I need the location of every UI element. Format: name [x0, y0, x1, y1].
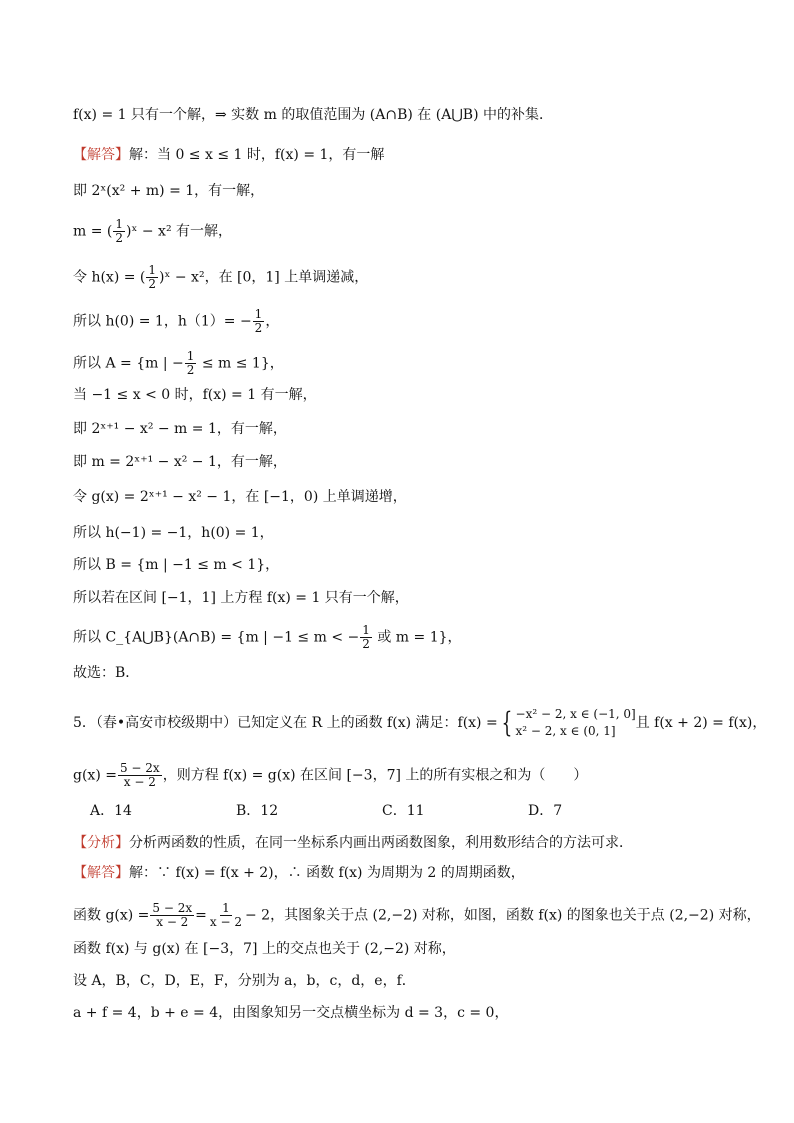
fraction-numerator: 5 − 2x: [152, 901, 193, 915]
solution-line-1: [73, 864, 525, 882]
text-line-3: 即 2ˣ(x² + m) = 1，有一解，: [73, 183, 265, 199]
fraction: [208, 902, 244, 929]
expr-part: ，: [265, 313, 280, 330]
fraction-numerator: 1: [254, 307, 263, 321]
fraction-numerator: 1: [222, 901, 230, 915]
answer-tag: 【解答】: [73, 147, 129, 163]
text-line-1: f(x) = 1 只有一个解，⇒ 实数 m 的取值范围为 (A∩B) 在 (A⋃B) 中的补集．: [73, 107, 554, 123]
text-line-12: 所以 h(−1) = −1，h(0) = 1，: [73, 525, 274, 541]
fraction: [253, 308, 265, 335]
text-line-16: 故选：B．: [73, 665, 140, 681]
fraction: [146, 264, 158, 291]
expr-part: g(x) =: [73, 767, 117, 784]
question-5-gx: [73, 762, 587, 789]
fraction: [185, 350, 197, 377]
solution-line-3: 函数 f(x) 与 g(x) 在 [−3，7] 上的交点也关于 (2,−2) 对称，: [73, 941, 456, 957]
fraction-numerator: 1: [186, 349, 195, 363]
expr-part: − 2，其图象关于点 (2,−2) 对称，如图，函数 f(x) 的图象也关于点 (2,−2) 对称，: [244, 907, 761, 924]
fraction-numerator: 5 − 2x: [119, 761, 160, 775]
solution-line-4: 设 A，B，C，D，E，F，分别为 a，b，c，d，e，f．: [73, 973, 416, 989]
text-line-7: [73, 350, 284, 377]
expr-part: m = (: [73, 223, 113, 240]
expr-part: 所以 h(0) = 1，h（1）= −: [73, 313, 252, 330]
option-b: B．12: [236, 803, 279, 819]
text-line-15: [73, 624, 462, 651]
fraction-denominator: 2: [362, 637, 370, 651]
text-line-13: 所以 B = {m | −1 ≤ m < 1}，: [73, 557, 280, 573]
fraction: [118, 762, 162, 789]
fraction-denominator: x − 2: [209, 915, 242, 929]
brace-icon: {: [501, 706, 512, 739]
solution-line-2: [73, 902, 761, 929]
expr-part: 且 f(x + 2) = f(x)，: [635, 715, 767, 731]
answer-text: 解：∵ f(x) = f(x + 2)，∴ 函数 f(x) 为周期为 2 的周期函数，: [129, 865, 525, 881]
text-line-11: 令 g(x) = 2ˣ⁺¹ − x² − 1，在 [−1，0) 上单调递增，: [73, 489, 407, 505]
expr-part: 所以 A = {m | −: [73, 355, 184, 372]
option-d: D．7: [528, 803, 563, 819]
options-row: [90, 802, 674, 820]
text-line-6: [73, 308, 279, 335]
expr-part: 所以 C_{A⋃B}(A∩B) = {m | −1 ≤ m < −: [73, 629, 360, 646]
answer-tag: 【解答】: [73, 865, 129, 881]
expr-part: )ˣ − x² 有一解，: [126, 223, 232, 240]
fraction: [360, 624, 372, 651]
analysis-tag: 【分析】: [73, 835, 129, 851]
text-line-9: 即 2ˣ⁺¹ − x² − m = 1，有一解，: [73, 421, 287, 437]
fraction-denominator: 2: [186, 363, 195, 377]
expr-part: ，则方程 f(x) = g(x) 在区间 [−3，7] 上的所有实根之和为（ ）: [162, 767, 588, 784]
text-line-10: 即 m = 2ˣ⁺¹ − x² − 1，有一解，: [73, 454, 287, 470]
text-line-5: [73, 264, 368, 291]
question-5-stem: [73, 706, 766, 740]
fraction-numerator: 1: [362, 623, 370, 637]
analysis-line: [73, 834, 633, 852]
text-line-8: 当 −1 ≤ x < 0 时，f(x) = 1 有一解，: [73, 387, 317, 403]
fraction: [150, 902, 194, 929]
expr-part: 函数 g(x) =: [73, 907, 150, 924]
expr-part: ≤ m ≤ 1}，: [197, 355, 284, 372]
fraction: [113, 218, 125, 245]
expr-part: 令 h(x) = (: [73, 269, 146, 286]
analysis-text: 分析两函数的性质，在同一坐标系内画出两函数图象，利用数形结合的方法可求．: [129, 835, 633, 851]
answer-text: 解：当 0 ≤ x ≤ 1 时，f(x) = 1，有一解: [129, 147, 385, 163]
fraction-denominator: 2: [148, 277, 157, 291]
option-c: C．11: [382, 803, 425, 819]
text-line-4: [73, 218, 232, 245]
piecewise-case: −x² − 2, x ∈ (−1, 0]: [515, 707, 636, 721]
piecewise-case: x² − 2, x ∈ (0, 1]: [515, 724, 616, 738]
fraction-numerator: 1: [148, 263, 157, 277]
expr-part: 或 m = 1}，: [372, 629, 462, 646]
fraction-denominator: 2: [254, 321, 263, 335]
fraction-numerator: 1: [115, 217, 124, 231]
text-line-2: [73, 146, 384, 164]
expr-part: )ˣ − x²，在 [0，1] 上单调递减，: [159, 269, 369, 286]
piecewise-cases: [516, 706, 636, 740]
expr-part: 5．（春•高安市校级期中）已知定义在 R 上的函数 f(x) 满足：f(x) =: [73, 715, 498, 731]
expr-part: =: [195, 907, 207, 924]
text-line-14: 所以若在区间 [−1，1] 上方程 f(x) = 1 只有一个解，: [73, 590, 409, 606]
option-a: A．14: [90, 803, 132, 819]
fraction-denominator: x − 2: [123, 775, 156, 789]
fraction-denominator: 2: [115, 231, 124, 245]
solution-line-5: a + f = 4，b + e = 4，由图象知另一交点横坐标为 d = 3，c = 0，: [73, 1005, 509, 1021]
fraction-denominator: x − 2: [156, 915, 189, 929]
